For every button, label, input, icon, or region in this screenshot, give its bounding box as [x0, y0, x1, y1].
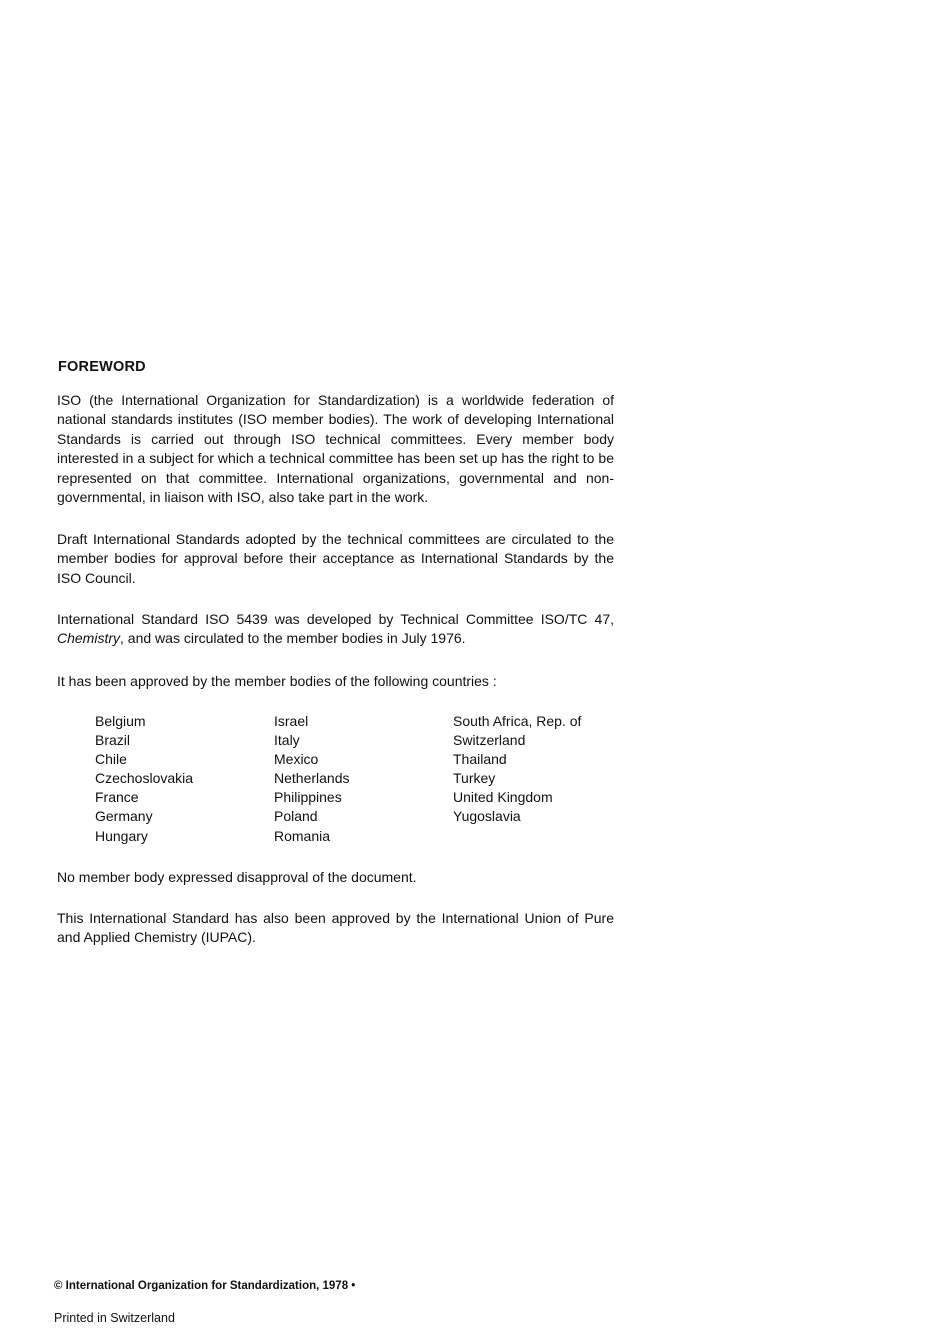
country-item: Hungary: [95, 827, 148, 844]
country-item: Belgium: [95, 713, 146, 729]
country-item: Romania: [274, 827, 331, 844]
country-item: Turkey: [453, 770, 496, 787]
foreword-paragraph-draft-standards: Draft International Standards adopted by the technical committees are circulated to the member bodies for approval before their acceptance as International Standards by the ISO Council.: [57, 531, 614, 586]
foreword-paragraph-development: [57, 610, 614, 649]
committee-name-italic: Chemistry: [57, 630, 121, 647]
country-item: Germany: [95, 808, 153, 825]
foreword-paragraph-iupac: This International Standard has also been approved by the International Union of Pure and Applied Chemistry (IUPAC).: [57, 910, 614, 946]
copyright-notice: © International Organization for Standardization, 1978 •: [54, 1280, 356, 1292]
country-item: Netherlands: [274, 770, 350, 787]
printed-location: Printed in Switzerland: [54, 1311, 175, 1325]
country-list-column-3: [453, 712, 581, 827]
foreword-paragraph-approval: It has been approved by the member bodies of the following countries :: [57, 673, 497, 689]
country-item: Poland: [274, 808, 318, 825]
country-item: United Kingdom: [453, 789, 553, 806]
foreword-paragraph-iso-intro: ISO (the International Organization for Standardization) is a worldwide federation of national standards institutes (ISO member bodies). The work of developing International Standards is carried out through ISO technical committees. Every member body interested in a subject for which a technical committee has been set up has the right to be represented on that committee. International organizations, governmental and non-governmental, in liaison with ISO, also take part in the work.: [57, 392, 614, 506]
development-text-start: International Standard ISO 5439 was developed by Technical Committee ISO/TC 47,: [57, 611, 614, 627]
country-item: Philippines: [274, 789, 342, 806]
country-list-column-2: [274, 712, 350, 846]
country-item: Brazil: [95, 732, 131, 749]
country-item: Thailand: [453, 751, 507, 768]
country-item: Yugoslavia: [453, 808, 521, 825]
country-item: France: [95, 789, 139, 806]
country-item: Israel: [274, 713, 309, 729]
foreword-paragraph-no-disapproval: No member body expressed disapproval of the document.: [57, 869, 417, 885]
country-item: Mexico: [274, 751, 319, 768]
country-item: Czechoslovakia: [95, 770, 194, 787]
country-item: Chile: [95, 751, 127, 768]
foreword-heading: FOREWORD: [58, 359, 146, 375]
country-item: Italy: [274, 732, 300, 749]
development-text-end: , and was circulated to the member bodies in July 1976.: [120, 630, 466, 647]
country-item: South Africa, Rep. of: [453, 713, 582, 729]
country-list-column-1: [95, 712, 193, 846]
country-item: Switzerland: [453, 732, 526, 749]
